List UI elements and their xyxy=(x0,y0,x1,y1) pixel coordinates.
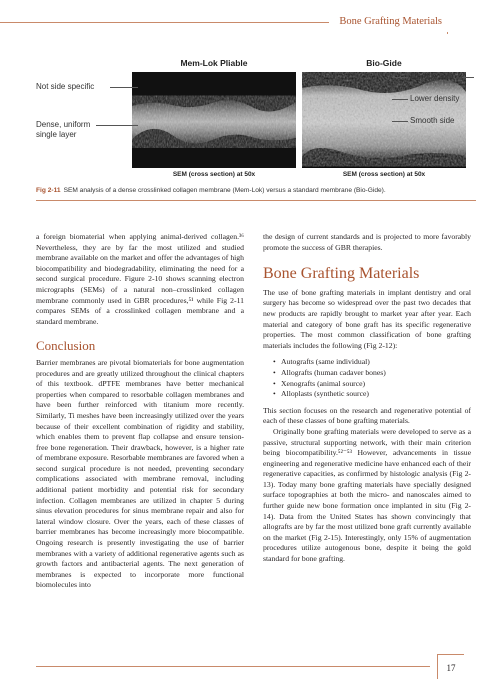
list-item: • Alloplasts (synthetic source) xyxy=(273,389,369,399)
heading-bone-grafting-materials: Bone Grafting Materials xyxy=(263,265,420,283)
bullet: • xyxy=(273,378,276,388)
bullet: • xyxy=(273,367,276,377)
callout-line xyxy=(392,77,408,78)
figure-caption-text: SEM analysis of a dense crosslinked collagen membrane (Mem-Lok) versus a standard membrane (Bio-Gide). xyxy=(63,187,386,194)
callout-line xyxy=(110,87,138,88)
list-item: • Allografts (human cadaver bones) xyxy=(273,367,386,377)
list-item: • Autografts (same individual) xyxy=(273,357,370,367)
callout-not-side-specific: Not side specific xyxy=(36,82,95,91)
right-panel-caption: SEM (cross section) at 50x xyxy=(342,171,426,178)
figure-label: Fig 2-11 xyxy=(36,187,61,194)
callout-dense-uniform: Dense, uniform xyxy=(36,120,91,129)
page-number: 17 xyxy=(437,654,464,679)
paragraph: the design of current standards and is projected to more favorably promote the success of GBR therapies. xyxy=(263,232,471,252)
callout-line xyxy=(392,121,408,122)
figure-rule xyxy=(36,200,476,201)
graft-classification-list xyxy=(263,357,471,399)
left-column xyxy=(36,232,244,591)
running-head-title: Bone Grafting Materials xyxy=(329,12,448,32)
paragraph: Barrier membranes are pivotal biomaterials for bone augmentation procedures and are greatly utilized throughout the clinical chapters of this textbook. dPTFE membranes have better mechanical properties when compared to resorbable collagen membranes and have been further reinforced with titanium more recently. Similarly, Ti meshes have been increasingly utilized over the years because of their excellent combination of rigidity and stability, which enables them to prevent flap collapse and ensure tension-free bone regeneration. Their drawback, however, is a higher rate of membrane exposure. Resorbable membranes are favored when a second surgical procedure is not needed, preventing secondary complications associated with membrane removal, including additional patient morbidity and potential risk for secondary infection. Collagen membranes are utilized in chapter 5 during sinus elevation procedures for sinus membrane repair and also for lateral window closure. Over the years, each of these classes of barrier membranes has become increasingly more biocompatible. Ongoing research is presently investigating the use of barrier membranes with a variety of additional regenerative agents such as growth factors and antibacterial agents. The next generation of membranes is expected to incorporate more functional biomolecules into xyxy=(36,357,244,590)
paragraph: The use of bone grafting materials in implant dentistry and oral surgery has become so widespread over the past two decades that new products are rapidly brought to market year after year. Each material and category of bone graft has its specific regenerative properties. The most common classification of bone grafting materials includes the following (Fig 2-12): xyxy=(263,287,471,350)
paragraph: Originally bone grafting materials were developed to serve as a passive, structural supporting network, with their main criterion being biocompatibility.⁵²⁻⁵³ However, advancements in tissue engineering and regenerative medicine have enhanced each of their regenerative capacities, as confirmed by histologic analysis (Fig 2-13). Today many bone grafting materials have specially designed surface topographies at both the micro- and nanoscales aimed to further guide new bone formation once implanted in situ (Fig 2-14). Data from the United States has shown convincingly that allografts are by far the most utilized bone graft currently available on the market (Fig 2-15). Interestingly, only 15% of augmentation procedures utilize autogenous bone, despite it being the gold standard for bone grafting. xyxy=(263,426,471,564)
callout-line xyxy=(96,125,138,126)
left-panel-sem-image xyxy=(132,72,296,168)
callout-fibrous-side: Fibrous side xyxy=(410,72,454,81)
bullet: • xyxy=(273,389,276,399)
left-panel-title: Mem-Lok Pliable xyxy=(180,58,248,68)
running-head xyxy=(0,10,500,34)
left-panel-caption: SEM (cross section) at 50x xyxy=(172,171,256,178)
callout-smooth-side: Smooth side xyxy=(410,116,455,125)
paragraph: a foreign biomaterial when applying animal-derived collagen.³⁶ Nevertheless, they are by far the most utilized and studied membrane available on the market and offer the advantages of high biocompatibility and biodegradability, eliminating the need for a second surgical procedure. Figure 2-10 shows scanning electron micrographs (SEMs) of a natural non–crosslinked collagen membrane commonly used in GBR procedures,⁵¹ while Fig 2-11 compares SEMs of a crosslinked collagen membrane and a standard membrane. xyxy=(36,232,244,326)
callout-single-layer: single layer xyxy=(36,130,77,139)
heading-conclusion: Conclusion xyxy=(36,338,96,354)
right-column xyxy=(263,232,471,565)
page-footer xyxy=(0,654,500,684)
callout-line xyxy=(392,99,408,100)
list-item: • Xenografts (animal source) xyxy=(273,378,366,388)
right-panel-title: Bio-Gide xyxy=(366,58,402,68)
callout-lower-density: Lower density xyxy=(410,94,460,103)
footer-rule xyxy=(36,666,430,667)
callout-line xyxy=(462,77,474,78)
figure-2-11 xyxy=(36,50,474,180)
paragraph: This section focuses on the research and regenerative potential of each of these classes of bone grafting materials. xyxy=(263,405,471,426)
bullet: • xyxy=(273,357,276,367)
figure-caption xyxy=(36,186,476,195)
